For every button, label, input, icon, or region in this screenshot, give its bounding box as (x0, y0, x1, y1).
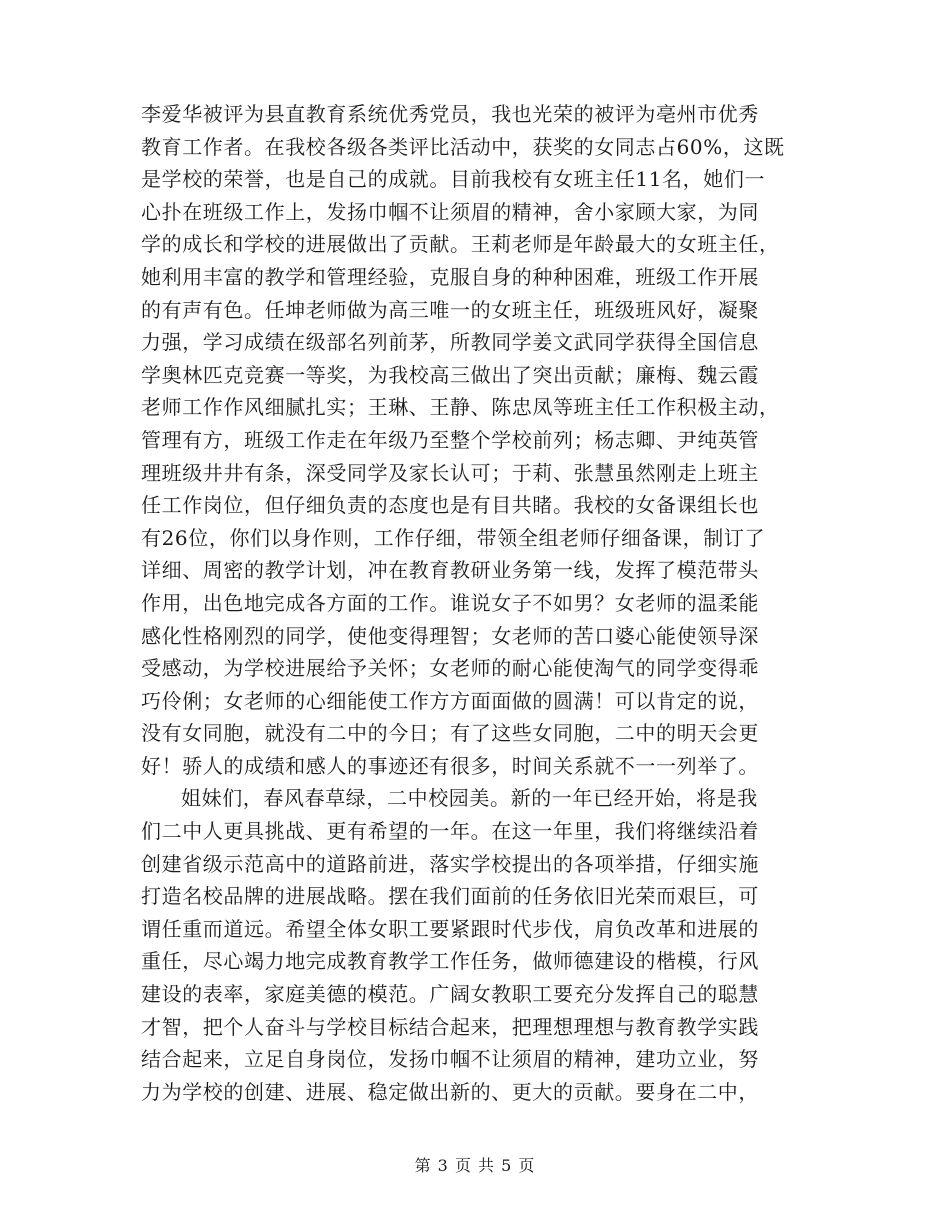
text-line: 有26位，你们以身作则，工作仔细，带领全组老师仔细备课，制订了 (141, 525, 766, 550)
text-line: 重任，尽心竭力地完成教育教学工作任务，做师德建设的楷模，行风 (141, 949, 759, 974)
text-line: 理班级井井有条，深受同学及家长认可；于莉、张慧虽然刚走上班主 (141, 460, 759, 485)
text-line: 心扑在班级工作上，发扬巾帼不让须眉的精神，舍小家顾大家，为同 (141, 199, 759, 224)
text-line: 力强，学习成绩在级部名列前茅，所教同学姜文武同学获得全国信息 (141, 330, 759, 355)
text-line: 作用，出色地完成各方面的工作。谁说女子不如男？女老师的温柔能 (141, 590, 759, 615)
text-line: 管理有方，班级工作走在年级乃至整个学校前列；杨志卿、尹纯英管 (141, 427, 759, 452)
text-line: 打造名校品牌的进展战略。摆在我们面前的任务依旧光荣而艰巨，可 (141, 884, 759, 909)
text-line: 感化性格刚烈的同学，使他变得理智；女老师的苦口婆心能使领导深 (141, 623, 759, 648)
paragraph-first-line: 姐妹们，春风春草绿，二中校园美。新的一年已经开始，将是我 (181, 786, 758, 811)
document-body (141, 98, 811, 1108)
text-line: 教育工作者。在我校各级各类评比活动中，获奖的女同志占60%，这既 (141, 134, 785, 159)
text-line: 们二中人更具挑战、更有希望的一年。在这一年里，我们将继续沿着 (141, 819, 759, 844)
text-line: 老师工作作风细腻扎实；王琳、王静、陈忠凤等班主任工作积极主动， (141, 395, 780, 420)
text-line: 力为学校的创建、进展、稳定做出新的、更大的贡献。要身在二中， (141, 1079, 759, 1104)
text-line: 的有声有色。任坤老师做为高三唯一的女班主任，班级班风好，凝聚 (141, 297, 759, 322)
text-line: 她利用丰富的教学和管理经验，克服自身的种种困难，班级工作开展 (141, 264, 759, 289)
text-line: 建设的表率，家庭美德的模范。广阔女教职工要充分发挥自己的聪慧 (141, 982, 759, 1007)
text-line: 学的成长和学校的进展做出了贡献。王莉老师是年龄最大的女班主任， (141, 232, 780, 257)
text-line: 学奥林匹克竞赛一等奖，为我校高三做出了突出贡献；廉梅、魏云霞 (141, 362, 759, 387)
text-line: 创建省级示范高中的道路前进，落实学校提出的各项举措，仔细实施 (141, 851, 759, 876)
text-line: 任工作岗位，但仔细负责的态度也是有目共睹。我校的女备课组长也 (141, 493, 759, 518)
text-line: 详细、周密的教学计划，冲在教育教研业务第一线，发挥了模范带头 (141, 558, 759, 583)
text-line: 谓任重而道远。希望全体女职工要紧跟时代步伐，肩负改革和进展的 (141, 916, 759, 941)
text-line: 受感动，为学校进展给予关怀；女老师的耐心能使淘气的同学变得乖 (141, 656, 759, 681)
text-line: 没有女同胞，就没有二中的今日；有了这些女同胞，二中的明天会更 (141, 721, 759, 746)
text-line: 是学校的荣誉，也是自己的成就。目前我校有女班主任11名，她们一 (141, 167, 766, 192)
text-line: 好！骄人的成绩和感人的事迹还有很多，时间关系就不一一列举了。 (141, 753, 759, 778)
text-line: 李爱华被评为县直教育系统优秀党员，我也光荣的被评为亳州市优秀 (141, 102, 759, 126)
text-line: 结合起来，立足自身岗位，发扬巾帼不让须眉的精神，建功立业，努 (141, 1047, 759, 1072)
text-line: 才智，把个人奋斗与学校目标结合起来，把理想理想与教育教学实践 (141, 1014, 759, 1039)
page-footer: 第 3 页 共 5 页 (414, 1156, 536, 1175)
text-line: 巧伶俐；女老师的心细能使工作方方面面做的圆满！可以肯定的说， (141, 688, 759, 713)
